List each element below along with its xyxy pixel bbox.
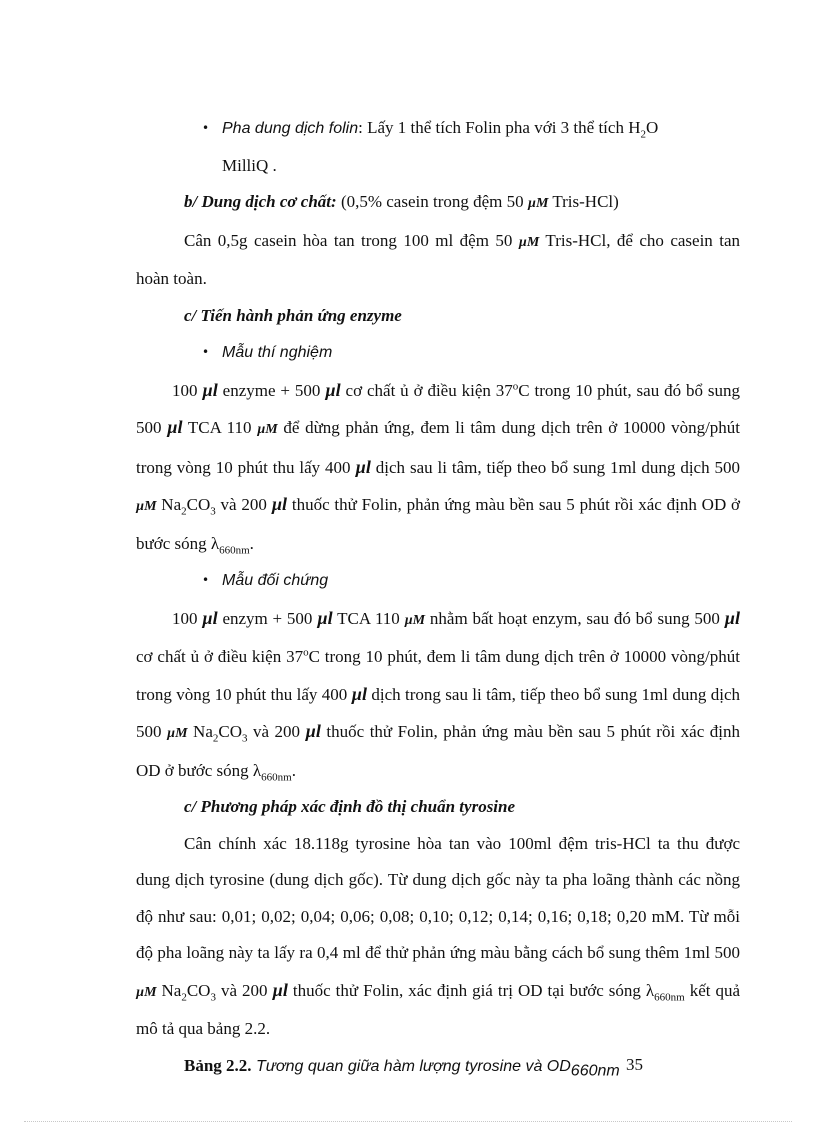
degree-mark: o [512,379,519,392]
wavelength-subscript: 660nm [261,770,292,783]
subscript: 3 [210,990,216,1003]
reaction-heading: c/ Tiến hành phản ứng enzyme [184,305,402,325]
text-run: dịch sau li tâm, tiếp theo bổ sung 1ml dung dịch 500 [370,457,740,477]
substrate-text-end: Tris-HCl, để cho casein tan hoàn toàn. [136,230,740,288]
table-caption-label: Bảng 2.2. [184,1055,252,1075]
text-run: enzym + 500 [217,608,318,628]
substrate-note-end: Tris-HCl) [548,192,619,211]
text-run: cơ chất ủ ở điều kiện 37 [136,647,304,666]
unit-ul: µl [272,979,288,1000]
folin-text-end: O [645,118,659,137]
text-run: thuốc thử Folin, phản ứng màu bền sau 5 phút rồi xác định OD ở bước sóng λ [136,722,741,780]
wavelength-subscript: 660nm [654,990,685,1003]
text-run: TCA 110 [182,418,258,437]
control-bullet-item [136,562,740,600]
control-paragraph [136,600,740,790]
page-bottom-divider [24,1121,792,1122]
folin-label: Pha dung dịch folin [222,120,359,137]
table-caption [136,1048,740,1086]
substrate-note: (0,5% casein trong đệm 50 [336,192,528,211]
unit-ul: µl [325,379,341,400]
text-run: TCA 110 [332,608,405,628]
text-run: . [291,760,296,780]
unit-ul: µl [202,379,218,400]
sample-paragraph [136,372,740,563]
text-run: kết quả mô tả qua bảng 2.2. [136,980,741,1038]
folin-bullet-item [136,110,740,148]
page-content [136,110,740,1085]
text-run: CO [186,495,211,514]
subscript: 2 [181,990,187,1003]
subscript: 2 [212,732,219,745]
text-run: dịch trong sau li tâm, tiếp theo bổ sung 1ml dung dịch 500 [136,684,740,741]
unit-ul: µl [351,683,368,704]
bullet-icon: • [202,121,210,135]
folin-continuation: MilliQ . [222,155,277,175]
substrate-text: Cân 0,5g casein hòa tan trong 100 ml đệm 50 [184,230,519,250]
unit-ul: µl [202,607,218,628]
unit-ul: µl [167,417,183,437]
bullet-icon: • [202,573,210,587]
text-run: C trong 10 phút, đem li tâm dung dịch trên ở 10000 vòng/phút trong vòng 10 phút thu lấy 400 [136,647,740,704]
text-run: nhằm bất hoạt enzym, sau đó bổ sung 500 [425,608,725,628]
subscript: 2 [181,505,187,518]
unit-um: µM [136,984,157,1000]
subscript: 3 [241,732,248,745]
text-run: Na [156,495,182,514]
text-run: enzyme + 500 [217,380,326,400]
control-label: Mẫu đối chứng [222,572,329,589]
standard-paragraph [136,826,740,1048]
bullet-icon: • [202,345,210,359]
substrate-heading [136,184,740,223]
subscript: 2 [640,128,646,141]
text-run: CO [218,722,242,741]
sample-label: Mẫu thí nghiệm [222,344,333,361]
text-run: 100 [172,608,203,628]
text-run: Na [187,722,213,741]
unit-ul: µl [724,607,741,628]
degree-mark: o [303,646,309,659]
text-run: và 200 [215,980,273,1000]
folin-text: : Lấy 1 thể tích Folin pha với 3 thể tích H [358,118,641,137]
standard-heading: c/ Phương pháp xác định đồ thị chuẩn tyrosine [184,797,516,816]
text-run: . [249,533,254,553]
unit-ul: µl [271,494,288,514]
text-run: thuốc thử Folin, xác định giá trị OD tại bước sóng λ [287,980,655,1000]
unit-ul: µl [355,456,371,477]
unit-um: µM [404,612,426,628]
text-run: Cân chính xác 18.118g tyrosine hòa tan vào 100ml đệm tris-HCl ta thu được dung dịch tyrosine (dung dịch gốc). Từ dung dịch gốc này ta pha loãng thành các nồng độ như sau: 0,01; 0,02; 0,04; 0,06; 0,08; 0,10; 0,12; 0,14; 0,16; 0,18; 0,20 mM. Từ mỗi độ pha loãng này ta lấy ra 0,4 ml để thử phản ứng màu bằng cách bổ sung thêm 1ml 500 [136,833,740,962]
text-run: CO [186,980,211,1000]
unit-um: µM [527,196,549,211]
page-number: 35 [626,1055,643,1074]
sample-bullet-item [136,334,740,372]
unit-um: µM [257,422,278,437]
unit-um: µM [518,234,540,250]
unit-um: µM [167,726,188,741]
text-run: cơ chất ủ ở điều kiện 37 [340,380,513,400]
substrate-paragraph [136,223,740,298]
text-run: để dừng phản ứng, đem li tâm dung dịch trên ở 10000 vòng/phút trong vòng 10 phút thu lấy 400 [136,418,741,477]
text-run: và 200 [215,495,272,514]
unit-um: µM [136,499,157,514]
substrate-title: b/ Dung dịch cơ chất: [184,192,337,211]
unit-ul: µl [305,721,321,741]
subscript: 3 [210,505,216,518]
text-run: Na [156,980,182,1000]
text-run: C trong 10 phút, sau đó bổ sung 500 [136,380,740,437]
text-run: và 200 [247,722,306,741]
unit-ul: µl [317,607,333,628]
table-caption-text: Tương quan giữa hàm lượng tyrosine và OD [251,1057,571,1075]
subscript: 660nm [570,1061,620,1079]
text-run: 100 [172,380,203,400]
wavelength-subscript: 660nm [219,543,250,556]
text-run: thuốc thử Folin, phản ứng màu bền sau 5 phút rồi xác định OD ở bước sóng λ [136,495,740,553]
